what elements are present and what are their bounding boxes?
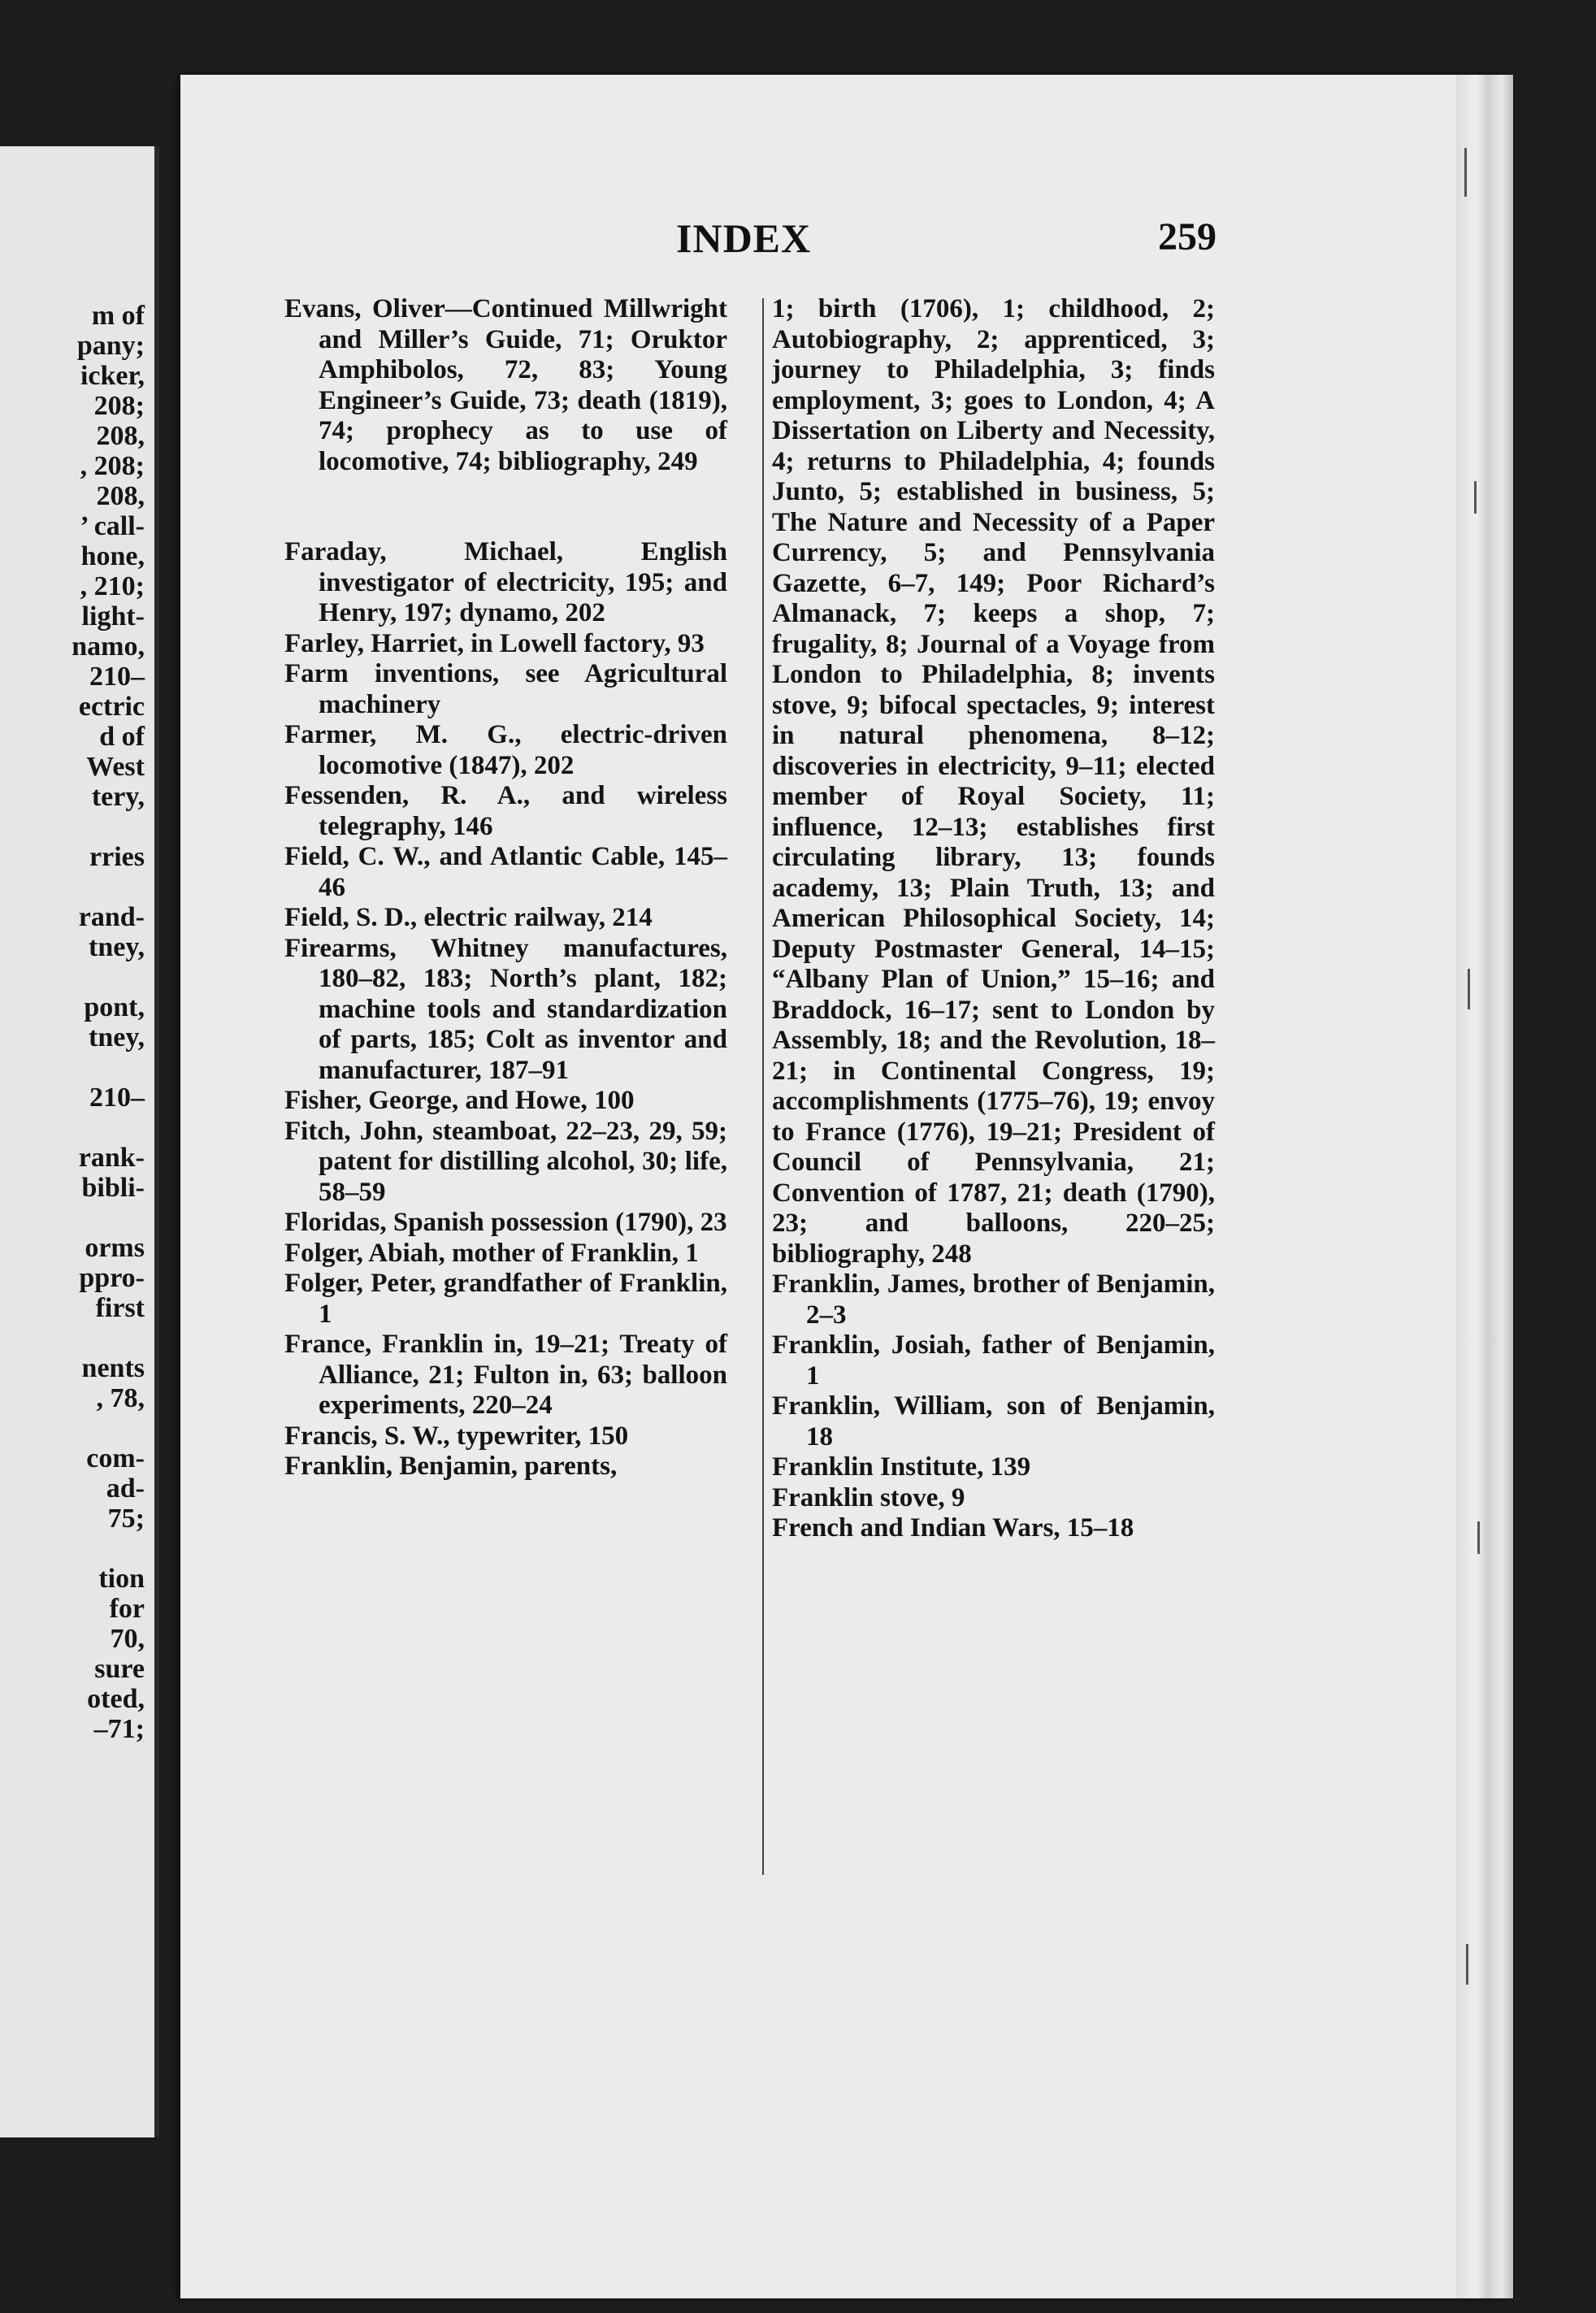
previous-page-line <box>0 872 145 902</box>
index-entry: Franklin, Josiah, father of Benjamin, 1 <box>772 1330 1215 1391</box>
index-entry: Franklin, James, brother of Benjamin, 2–3 <box>772 1269 1215 1330</box>
previous-page-line: namo, <box>72 631 145 662</box>
previous-page-line <box>0 1323 145 1353</box>
previous-page-line: , 78, <box>96 1383 145 1413</box>
index-entry: Franklin, William, son of Benjamin, 18 <box>772 1391 1215 1452</box>
previous-page-strip <box>0 146 159 2137</box>
previous-page-line: 208, <box>96 421 145 451</box>
edge-mark <box>1477 1521 1480 1554</box>
previous-page-line: first <box>95 1293 145 1323</box>
index-entry: Folger, Peter, grandfather of Franklin, 1 <box>284 1269 727 1329</box>
previous-page-line: com- <box>86 1443 145 1473</box>
previous-page-line <box>0 1052 145 1083</box>
page-edge <box>1456 75 1513 2298</box>
page-number: 259 <box>1158 215 1217 258</box>
previous-page-line: 208; <box>93 391 145 421</box>
column-divider <box>762 298 764 1875</box>
previous-page-line: 70, <box>110 1624 145 1654</box>
previous-page-line <box>0 1113 145 1143</box>
previous-page-line: 210– <box>89 662 145 692</box>
previous-page-line <box>0 1413 145 1443</box>
previous-page-line: tney, <box>89 932 145 962</box>
previous-page-line: oted, <box>87 1684 145 1714</box>
edge-mark <box>1474 481 1477 514</box>
previous-page-line: pont, <box>84 992 145 1022</box>
index-entry: French and Indian Wars, 15–18 <box>772 1513 1134 1543</box>
previous-page-line: hone, <box>80 541 145 571</box>
index-entry: Farley, Harriet, in Lowell factory, 93 <box>284 628 705 658</box>
index-entry: Firearms, Whitney manufactures, 180–82, 183; North’s plant, 182; machine tools and standardization of parts, 185; Colt as inventor and manufacturer, 187–91 <box>284 933 727 1085</box>
previous-page-line <box>0 1534 145 1564</box>
previous-page-line: m of <box>91 301 145 331</box>
index-entry: Fisher, George, and Howe, 100 <box>284 1086 635 1115</box>
page-title: INDEX <box>676 215 812 261</box>
index-entry: Francis, S. W., typewriter, 150 <box>284 1421 629 1451</box>
previous-page-line: pany; <box>76 331 145 361</box>
index-column-right <box>772 294 1215 1544</box>
previous-page-line: ectric <box>78 692 145 722</box>
previous-page-line: tney, <box>89 1022 145 1052</box>
index-entry-continued: 1; birth (1706), 1; childhood, 2; Autobiography, 2; apprenticed, 3; journey to Philadelphia, 3; finds employment, 3; goes to London, 4; A Dissertation on Liberty and Necessity, 4; returns to Philadelphia, 4; founds Junto, 5; established in business, 5; The Nature and Necessity of a Paper Currency, 5; and Pennsylvania Gazette, 6–7, 149; Poor Richard’s Almanack, 7; keeps a shop, 7; frugality, 8; Journal of a Voyage from London to Philadelphia, 8; invents stove, 9; bifocal spectacles, 9; interest in natural phenomena, 8–12; discoveries in electricity, 9–11; elected member of Royal Society, 11; influence, 12–13; establishes first circulating library, 13; founds academy, 13; Plain Truth, 13; and American Philosophical Society, 14; Deputy Postmaster General, 14–15; “Albany Plan of Union,” 15–16; and Braddock, 16–17; sent to London by Assembly, 18; and the Revolution, 18–21; in Continental Congress, 19; accomplishments (1775–76), 19; envoy to France (1776), 19–21; President of Council of Pennsylvania, 21; Convention of 1787, 21; death (1790), 23; and balloons, 220–25; bibliography, 248 <box>772 294 1215 1269</box>
previous-page-line <box>0 1203 145 1233</box>
previous-page-line: ’ call- <box>80 511 145 541</box>
index-entry: Fitch, John, steamboat, 22–23, 29, 59; patent for distilling alcohol, 30; life, 58–59 <box>284 1116 727 1207</box>
previous-page-line: orms <box>85 1233 145 1263</box>
index-entry: Farm inventions, see Agricultural machinery <box>284 659 727 719</box>
index-page <box>180 75 1513 2298</box>
index-entry: Field, S. D., electric railway, 214 <box>284 903 653 932</box>
previous-page-line: rand- <box>78 902 145 932</box>
edge-mark <box>1468 969 1470 1009</box>
previous-page-line: tery, <box>91 782 145 812</box>
previous-page-line: for <box>109 1594 145 1624</box>
previous-page-line: –71; <box>93 1714 145 1744</box>
previous-page-line: rries <box>89 842 145 872</box>
previous-page-line: d of <box>99 722 145 752</box>
index-entry: Farmer, M. G., electric-driven locomotive (1847), 202 <box>284 720 727 780</box>
previous-page-line <box>0 962 145 992</box>
index-entry: Folger, Abiah, mother of Franklin, 1 <box>284 1238 699 1268</box>
previous-page-line: light- <box>81 601 145 631</box>
previous-page-line: West <box>86 752 145 782</box>
index-entry: Franklin stove, 9 <box>772 1482 965 1512</box>
index-entry: Franklin, Benjamin, parents, <box>284 1452 618 1481</box>
previous-page-text <box>0 301 145 1744</box>
index-entry: Evans, Oliver—Continued Millwright and Miller’s Guide, 71; Oruktor Amphibolos, 72, 83; Young Engineer’s Guide, 73; death (1819), 74; prophecy as to use of locomotive, 74; bibliography, 249 <box>284 294 727 476</box>
previous-page-line: 208, <box>96 481 145 511</box>
index-entry: France, Franklin in, 19–21; Treaty of Alliance, 21; Fulton in, 63; balloon experiments, 220–24 <box>284 1330 727 1420</box>
edge-mark <box>1464 148 1467 197</box>
index-entry: Faraday, Michael, English investigator of electricity, 195; and Henry, 197; dynamo, 202 <box>284 537 727 627</box>
previous-page-line: , 208; <box>80 451 145 481</box>
index-entry: Franklin Institute, 139 <box>772 1452 1031 1482</box>
previous-page-line: , 210; <box>80 571 145 601</box>
previous-page-line: 210– <box>89 1083 145 1113</box>
previous-page-line: rank- <box>78 1143 145 1173</box>
previous-page-line: icker, <box>80 361 145 391</box>
index-entry: Floridas, Spanish possession (1790), 23 <box>284 1208 727 1237</box>
previous-page-line: nents <box>81 1353 145 1383</box>
previous-page-line: tion <box>98 1564 145 1594</box>
previous-page-line: ad- <box>106 1473 145 1504</box>
previous-page-line: bibli- <box>81 1173 145 1203</box>
index-entry: Fessenden, R. A., and wireless telegraphy, 146 <box>284 781 727 841</box>
previous-page-line: sure <box>94 1654 145 1684</box>
previous-page-line <box>0 812 145 842</box>
edge-mark <box>1466 1944 1468 1985</box>
previous-page-line: ppro- <box>79 1263 145 1293</box>
index-column-left <box>284 294 727 1482</box>
index-entry: Field, C. W., and Atlantic Cable, 145–46 <box>284 842 727 902</box>
previous-page-line: 75; <box>107 1504 145 1534</box>
